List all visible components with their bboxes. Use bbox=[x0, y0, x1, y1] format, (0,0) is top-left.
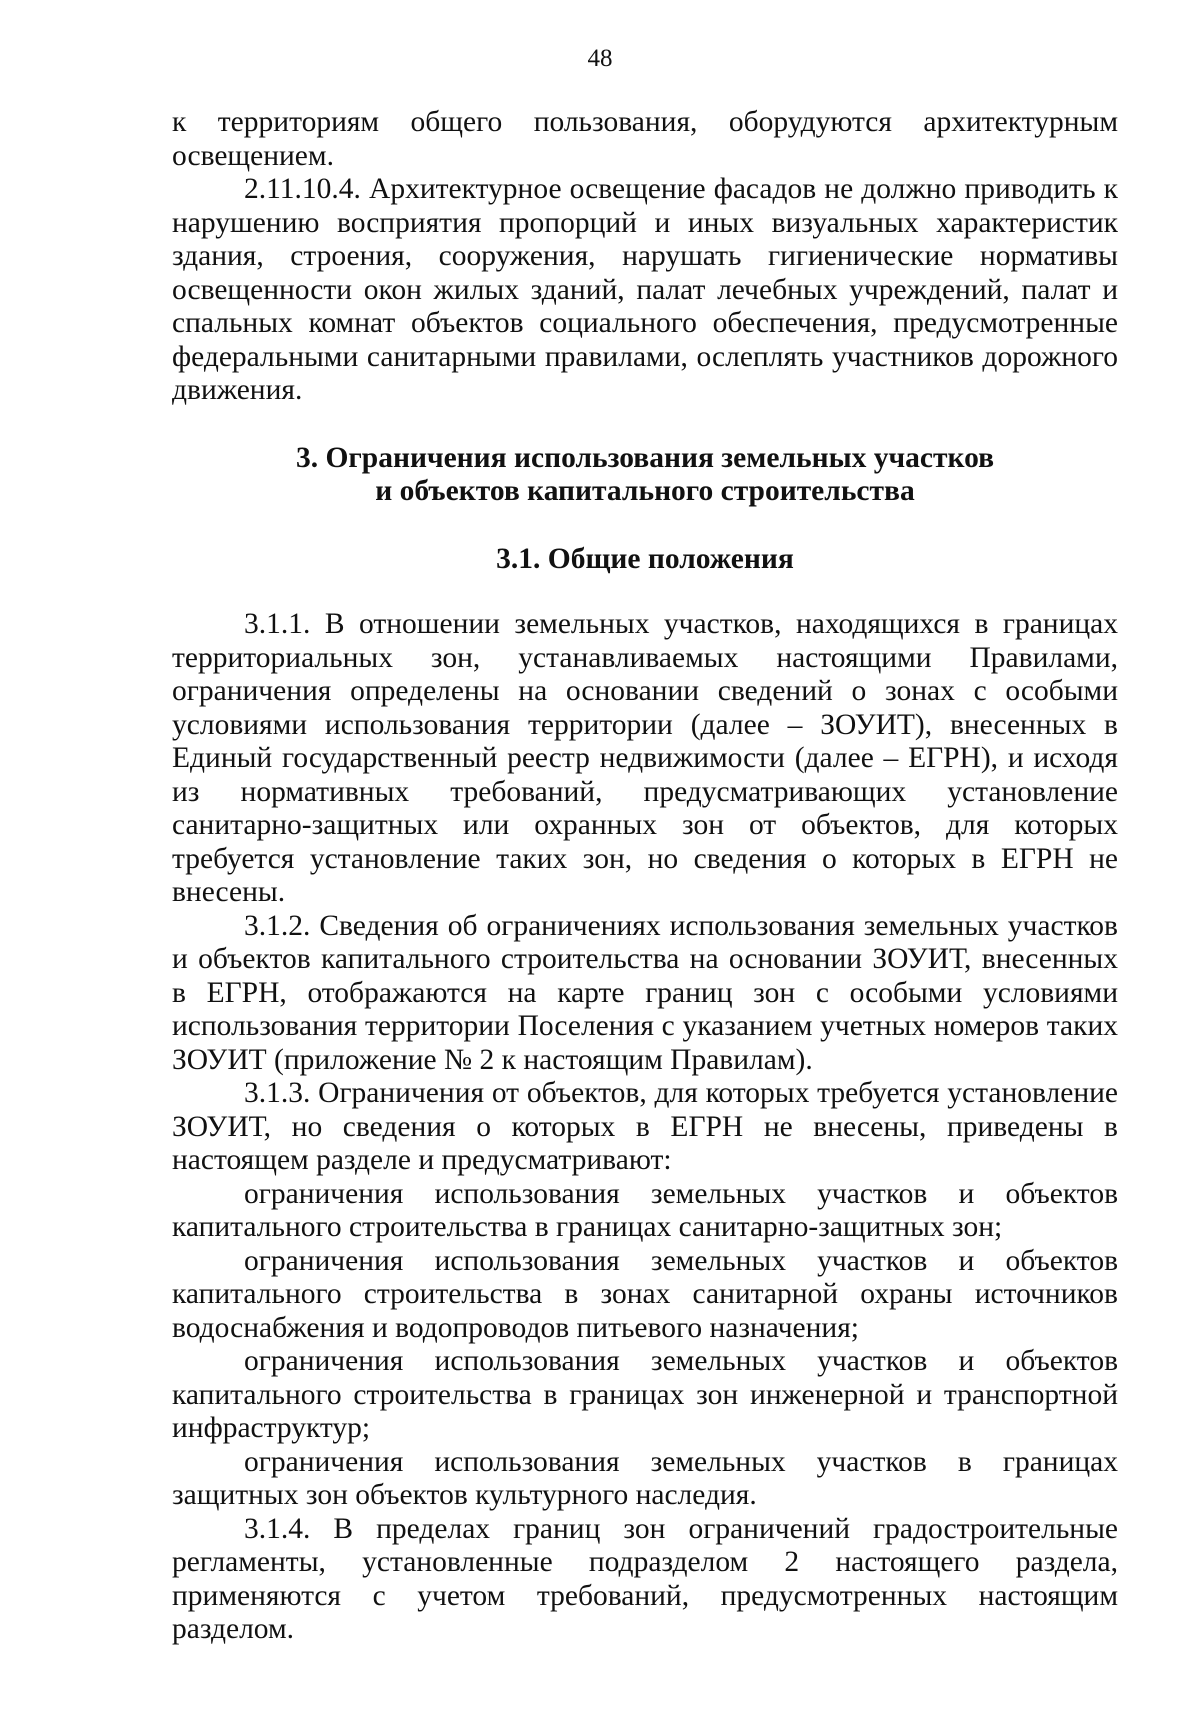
list-item-water-protection-zones: ограничения использования земельных участков и объектов капитального строительства в зонах санитарной охраны источников водоснабжения и водопроводов питьевого назначения; bbox=[172, 1244, 1118, 1344]
section-heading bbox=[172, 442, 1118, 509]
paragraph-3-1-1: 3.1.1. В отношении земельных участков, находящихся в границах территориальных зон, устанавливаемых настоящими Правилами, ограничения определены на основании сведений о зонах с особыми условиями использования территории (далее – ЗОУИТ), внесенных в Единый государственный реестр недвижимости (далее – ЕГРН), и исходя из нормативных требований, предусматривающих установление санитарно-защитных или охранных зон от объектов, для которых требуется установление таких зон, но сведения о которых в ЕГРН не внесены. bbox=[172, 608, 1118, 908]
paragraph-3-1-2: 3.1.2. Сведения об ограничениях использования земельных участков и объектов капитального строительства на основании ЗОУИТ, внесенных в ЕГРН, отображаются на карте границ зон с особыми условиями использования территории Поселения с указанием учетных номеров таких ЗОУИТ (приложение № 2 к настоящим Правилам). bbox=[172, 909, 1118, 1076]
section-heading-line-1: 3. Ограничения использования земельных участков bbox=[295, 441, 995, 474]
list-item-sanitary-protection-zones: ограничения использования земельных участков и объектов капитального строительства в границах санитарно-защитных зон; bbox=[172, 1177, 1118, 1243]
section-heading-line-2: и объектов капитального строительства bbox=[375, 475, 915, 507]
document-body bbox=[172, 106, 1118, 1647]
page-number: 48 bbox=[587, 45, 613, 72]
list-item-infrastructure-zones: ограничения использования земельных участков и объектов капитального строительства в границах зон инженерной и транспортной инфраструктур; bbox=[172, 1345, 1118, 1444]
list-item-cultural-heritage-zones: ограничения использования земельных участков в границах защитных зон объектов культурного наследия. bbox=[172, 1445, 1118, 1511]
paragraph-3-1-4: 3.1.4. В пределах границ зон ограничений градостроительные регламенты, установленные подразделом 2 настоящего раздела, применяются с учетом требований, предусмотренных настоящим разделом. bbox=[172, 1512, 1118, 1645]
paragraph-2-11-10-4: 2.11.10.4. Архитектурное освещение фасадов не должно приводить к нарушению восприятия пропорций и иных визуальных характеристик здания, строения, сооружения, нарушать гигиенические нормативы освещенности окон жилых зданий, палат лечебных учреждений, палат и спальных комнат объектов социального обеспечения, предусмотренные федеральными санитарными правилами, ослеплять участников дорожного движения. bbox=[172, 173, 1118, 406]
paragraph-3-1-3: 3.1.3. Ограничения от объектов, для которых требуется установление ЗОУИТ, но сведения о которых в ЕГРН не внесены, приведены в настоящем разделе и предусматривают: bbox=[172, 1077, 1118, 1176]
paragraph-continuation: к территориям общего пользования, оборудуются архитектурным освещением. bbox=[172, 106, 1118, 172]
subsection-heading: 3.1. Общие положения bbox=[496, 542, 794, 575]
